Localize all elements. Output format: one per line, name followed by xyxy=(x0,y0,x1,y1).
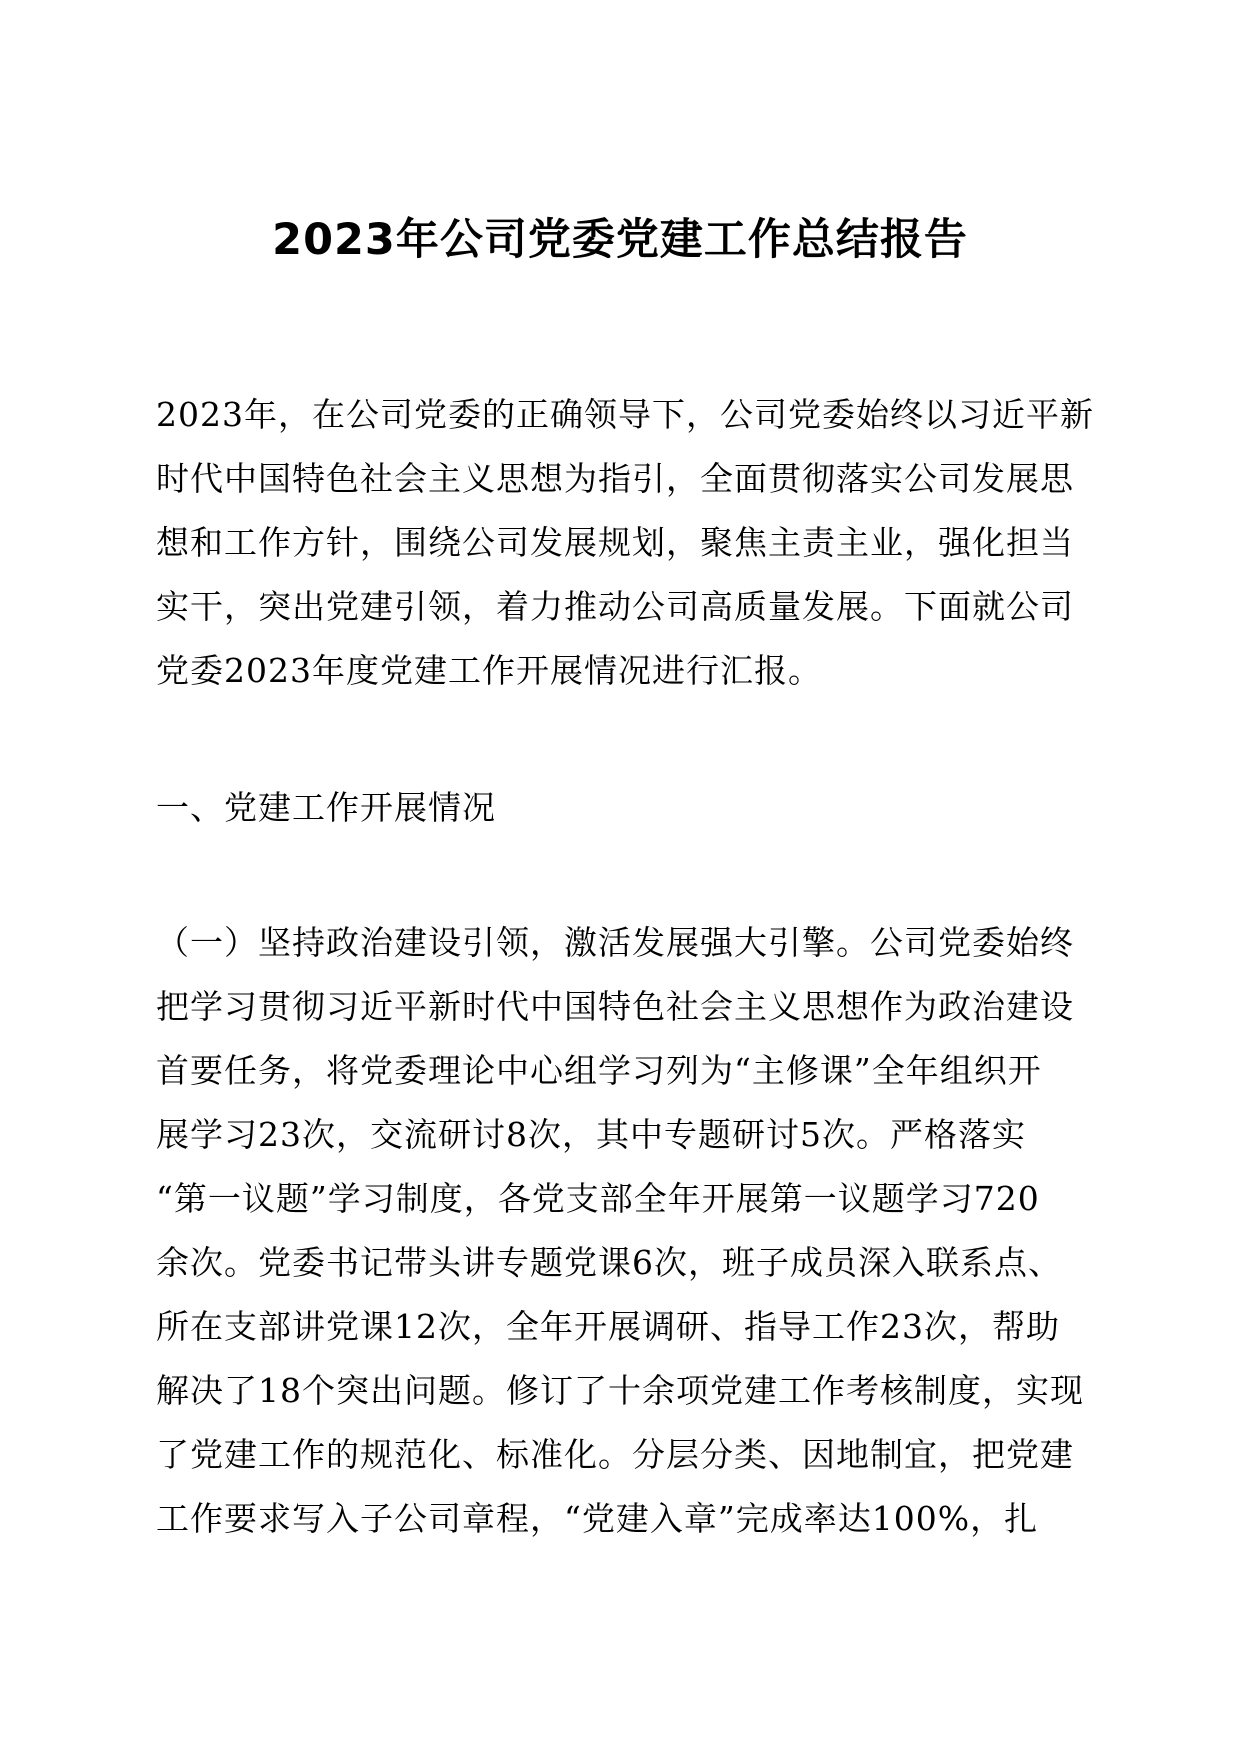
document-title: 2023年公司党委党建工作总结报告 xyxy=(272,215,968,265)
intro-paragraph: 2023年，在公司党委的正确领导下，公司党委始终以习近平新 时代中国特色社会主义思想为指引，全面贯彻落实公司发展思 想和工作方针，围绕公司发展规划，聚焦主责主业，强化担当 实干，突出党建引领，着力推动公司高质量发展。下面就公司 党委2023年度党建工作开展情况进行汇报。 xyxy=(156,395,1094,690)
section-paragraph: （一）坚持政治建设引领，激活发展强大引擎。公司党委始终 把学习贯彻习近平新时代中国特色社会主义思想作为政治建设 首要任务，将党委理论中心组学习列为“主修课”全年组织开 展学习23次，交流研讨8次，其中专题研讨5次。严格落实 “第一议题”学习制度，各党支部全年开展第一议题学习720 余次。党委书记带头讲专题党课6次，班子成员深入联系点、 所在支部讲党课12次，全年开展调研、指导工作23次，帮助 解决了18个突出问题。修订了十余项党建工作考核制度，实现 了党建工作的规范化、标准化。分层分类、因地制宜，把党建 工作要求写入子公司章程，“党建入章”完成率达100%，扎 xyxy=(156,923,1084,1538)
section-heading: 一、党建工作开展情况 xyxy=(156,788,496,827)
